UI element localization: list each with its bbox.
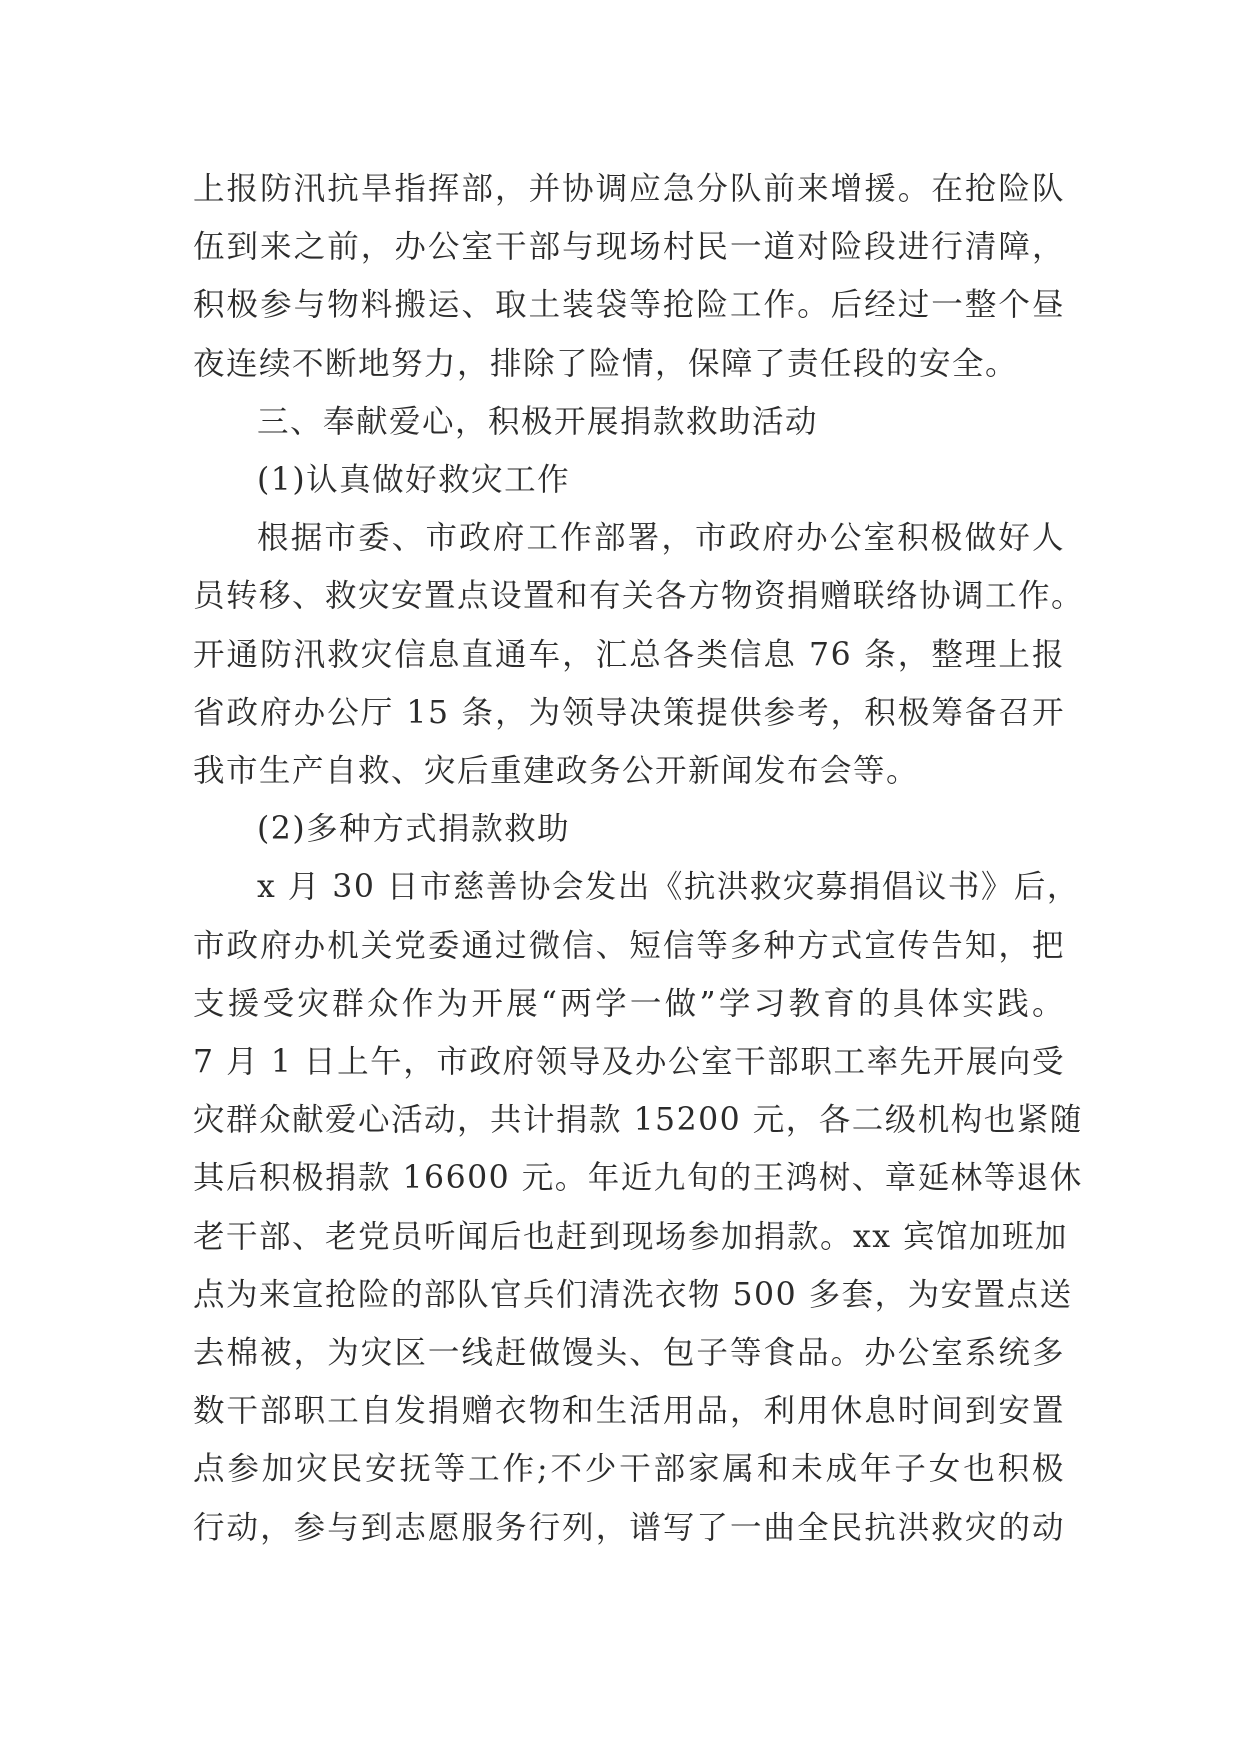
- text-line: 我市生产自救、灾后重建政务公开新闻发布会等。: [193, 753, 920, 790]
- text-line: 数干部职工自发捐赠衣物和生活用品，利用休息时间到安置: [193, 1393, 1065, 1430]
- text-line: 员转移、救灾安置点设置和有关各方物资捐赠联络协调工作。: [193, 578, 1085, 615]
- text-line: 省政府办公厅 15 条，为领导决策提供参考，积极筹备召开: [193, 694, 1065, 731]
- text-line: 伍到来之前，办公室干部与现场村民一道对险段进行清障，: [193, 229, 1065, 266]
- subsection-heading: (1)认真做好救灾工作: [257, 462, 571, 499]
- text-line: 7 月 1 日上午，市政府领导及办公室干部职工率先开展向受: [193, 1044, 1065, 1081]
- text-line: 点参加灾民安抚等工作;不少干部家属和未成年子女也积极: [193, 1451, 1065, 1488]
- section-heading: 三、奉献爱心，积极开展捐款救助活动: [257, 403, 819, 440]
- text-line: 点为来宣抢险的部队官兵们清洗衣物 500 多套，为安置点送: [193, 1276, 1073, 1313]
- body-text: [193, 160, 1085, 1557]
- text-line: 去棉被，为灾区一线赶做馒头、包子等食品。办公室系统多: [193, 1335, 1065, 1372]
- text-line: 支援受灾群众作为开展“两学一做”学习教育的具体实践。: [193, 985, 1065, 1022]
- text-line: 开通防汛救灾信息直通车，汇总各类信息 76 条，整理上报: [193, 636, 1065, 673]
- text-line: 行动，参与到志愿服务行列，谱写了一曲全民抗洪救灾的动: [193, 1509, 1065, 1546]
- text-line: 市政府办机关党委通过微信、短信等多种方式宣传告知，把: [193, 927, 1065, 964]
- text-line: 上报防汛抗旱指挥部，并协调应急分队前来增援。在抢险队: [193, 171, 1065, 207]
- text-line: x 月 30 日市慈善协会发出《抗洪救灾募捐倡议书》后，: [257, 869, 1080, 906]
- text-line: 其后积极捐款 16600 元。年近九旬的王鸿树、章延林等退休: [193, 1160, 1083, 1197]
- text-line: 积极参与物料搬运、取土装袋等抢险工作。后经过一整个昼: [193, 287, 1065, 324]
- text-line: 灾群众献爱心活动，共计捐款 15200 元，各二级机构也紧随: [193, 1102, 1083, 1139]
- text-line: 根据市委、市政府工作部署，市政府办公室积极做好人: [257, 520, 1065, 557]
- text-line: 老干部、老党员听闻后也赶到现场参加捐款。xx 宾馆加班加: [193, 1218, 1069, 1255]
- subsection-heading: (2)多种方式捐款救助: [257, 811, 571, 848]
- text-line: 夜连续不断地努力，排除了险情，保障了责任段的安全。: [193, 345, 1019, 382]
